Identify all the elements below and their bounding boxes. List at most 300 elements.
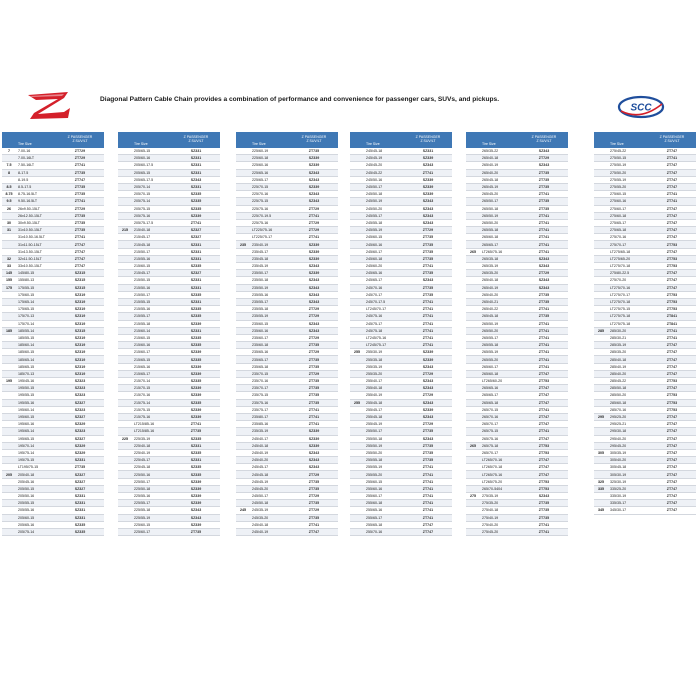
chain-model: SZ343 <box>422 400 434 405</box>
table-row <box>118 184 220 191</box>
tire-size: 235/50-18 <box>252 278 269 283</box>
chain-model: ZT747 <box>666 206 678 211</box>
chain-model: ZT747 <box>666 149 678 154</box>
tire-size: 265/70-16 <box>482 415 499 420</box>
table-row <box>118 450 220 457</box>
tire-size: LT275/65-20 <box>610 256 631 261</box>
tire-size: 245/50-18 <box>252 501 269 506</box>
table-row <box>350 364 452 371</box>
tire-size: 215/50-15 <box>134 278 151 283</box>
table-row <box>594 292 696 299</box>
table-row <box>350 299 452 306</box>
tire-size: 255/45-19 <box>366 422 383 427</box>
table-row <box>236 328 338 335</box>
chain-model: ZT741 <box>422 314 434 319</box>
table-row <box>236 522 338 529</box>
chain-model: SZ335 <box>190 343 202 348</box>
size-group: 8.75 <box>5 192 13 197</box>
chain-model: ZT747 <box>74 242 86 247</box>
chain-model: ZT747 <box>666 364 678 369</box>
table-row <box>118 428 220 435</box>
tire-size: 255/35-18 <box>366 357 383 362</box>
tire-size: 235/40-19 <box>252 242 269 247</box>
tire-size: 245/45-18 <box>366 149 383 154</box>
chain-model: ZT735 <box>538 199 550 204</box>
tire-size: 7.00-16LT <box>18 156 35 161</box>
tire-size: 225/70-19.5 <box>252 213 272 218</box>
tire-size: 265/40-19 <box>482 163 499 168</box>
headline: Diagonal Pattern Cable Chain provides a combination of performance and convenience for passenger cars, SUVs, and pickups. <box>100 96 500 103</box>
tire-size: 205/75-17.5 <box>134 220 154 225</box>
table-row <box>118 529 220 536</box>
tire-size: 215/50-16 <box>134 285 151 290</box>
chain-model: ZT747 <box>538 465 550 470</box>
tire-size: 195/45-16 <box>18 379 35 384</box>
chain-model: ZT747 <box>538 436 550 441</box>
tire-size: LT275/75-18 <box>610 314 631 319</box>
size-group: 9.5 <box>6 199 12 204</box>
chain-model: SZ339 <box>190 479 202 484</box>
chain-model: SZ327 <box>74 472 86 477</box>
table-row <box>2 371 104 378</box>
chain-model: ZT747 <box>74 249 86 254</box>
table-row <box>2 292 104 299</box>
table-row <box>594 371 696 378</box>
chain-model: ZT747 <box>538 472 550 477</box>
chain-model: ZT741 <box>538 220 550 225</box>
table-row <box>466 155 568 162</box>
chain-model: ZT741 <box>538 522 550 527</box>
chain-model: SZ343 <box>422 364 434 369</box>
chain-model: ZT753 <box>538 379 550 384</box>
chain-model: SZ343 <box>308 177 320 182</box>
chain-model: ZT747 <box>538 415 550 420</box>
size-group: 215 <box>122 228 128 233</box>
tire-size: 285/35-20 <box>610 350 627 355</box>
tire-size: LT275/75-15 <box>610 307 631 312</box>
table-row <box>350 385 452 392</box>
tire-size: 245/35-20 <box>252 515 269 520</box>
table-row <box>594 220 696 227</box>
table-row <box>466 191 568 198</box>
table-row <box>2 170 104 177</box>
table-row <box>594 184 696 191</box>
size-group: 33 <box>7 264 11 269</box>
chain-model: SZ335 <box>190 206 202 211</box>
table-row <box>2 306 104 313</box>
chain-model: ZT741 <box>422 321 434 326</box>
chain-model: ZT741 <box>538 192 550 197</box>
table-row <box>118 400 220 407</box>
tire-size: 265/60-18 <box>482 235 499 240</box>
chain-model: SZ331 <box>190 249 202 254</box>
table-row <box>2 206 104 213</box>
tire-size: 255/35-19 <box>366 364 383 369</box>
chain-model: SZ319 <box>74 364 86 369</box>
table-row <box>2 285 104 292</box>
table-row <box>2 464 104 471</box>
chain-model: ZT741 <box>666 199 678 204</box>
table-row <box>594 213 696 220</box>
tire-size: 265/55-18 <box>482 343 499 348</box>
size-group: 205 <box>6 472 12 477</box>
chain-model: ZT729 <box>538 156 550 161</box>
chain-model: ZT747 <box>666 386 678 391</box>
tire-size: 265/40-21 <box>482 300 499 305</box>
tire-size: 245/45-20 <box>252 486 269 491</box>
chain-model: ZT747 <box>666 486 678 491</box>
tire-size: 255/55-20 <box>366 472 383 477</box>
table-row <box>350 191 452 198</box>
chain-model: SZ339 <box>190 350 202 355</box>
tire-size: 215/50-17 <box>134 249 151 254</box>
chain-model: ZT741 <box>538 364 550 369</box>
table-row <box>2 443 104 450</box>
table-row <box>594 328 696 335</box>
header-chain: Z PASSENGER Z SUV/LT <box>301 135 327 143</box>
tire-size: 225/50-18 <box>134 486 151 491</box>
table-row <box>466 464 568 471</box>
table-row <box>236 479 338 486</box>
size-group: 335 <box>598 486 604 491</box>
chain-model: ZT735 <box>538 185 550 190</box>
table-row <box>236 400 338 407</box>
chain-model: ZT741 <box>538 350 550 355</box>
table-row <box>594 277 696 284</box>
chain-model: SZ315 <box>74 328 86 333</box>
tire-size: 215/55-15 <box>134 300 151 305</box>
tire-size: 275/60-15 <box>610 192 627 197</box>
chain-model: SZ339 <box>422 185 434 190</box>
table-row <box>466 522 568 529</box>
table-row <box>2 299 104 306</box>
tire-size: 235/80-17 <box>252 415 269 420</box>
table-row <box>594 421 696 428</box>
tire-size: 215/75-16 <box>134 415 151 420</box>
chain-model: ZT741 <box>422 486 434 491</box>
chain-model: ZT747 <box>666 228 678 233</box>
chain-model: ZT741 <box>308 422 320 427</box>
table-row <box>350 515 452 522</box>
chain-model: ZT747 <box>666 501 678 506</box>
chain-model: SZ335 <box>190 314 202 319</box>
tire-size: 195/55-16 <box>18 400 35 405</box>
table-row <box>350 392 452 399</box>
tire-size: 275/50-19 <box>610 163 627 168</box>
chain-model: SZ343 <box>422 213 434 218</box>
chain-model: ZT747 <box>666 185 678 190</box>
tire-size: 235/55-16 <box>252 292 269 297</box>
tire-size: 205/55-15 <box>18 501 35 506</box>
chain-model: ZT735 <box>308 357 320 362</box>
tire-size: 235/65-18 <box>252 364 269 369</box>
tire-size: 225/45-18 <box>134 465 151 470</box>
chain-model: SZ335 <box>190 400 202 405</box>
tire-size: 31x13.50-15LT <box>18 249 42 254</box>
chain-model: SZ339 <box>422 192 434 197</box>
chain-model: SZ335 <box>190 335 202 340</box>
table-row <box>594 414 696 421</box>
tire-size: 205/60-15 <box>18 515 35 520</box>
table-row <box>118 306 220 313</box>
tire-size: 275/50-20 <box>610 170 627 175</box>
tire-size: 215/50-17 <box>134 292 151 297</box>
chain-model: SZ343 <box>422 379 434 384</box>
tire-size: 205/65-16 <box>18 522 35 527</box>
table-row <box>594 400 696 407</box>
tire-size: 245/60-20 <box>366 264 383 269</box>
table-row <box>594 177 696 184</box>
chain-model: SZ319 <box>74 321 86 326</box>
table-row <box>466 206 568 213</box>
table-row <box>350 170 452 177</box>
chain-model: ZT735 <box>74 465 86 470</box>
chain-model: ZT729 <box>308 508 320 513</box>
table-row <box>466 299 568 306</box>
chain-model: ZT747 <box>308 530 320 535</box>
tire-size: 295/25-21 <box>610 422 627 427</box>
chain-model: ZT747 <box>666 177 678 182</box>
table-row <box>350 471 452 478</box>
table-row <box>350 313 452 320</box>
chain-model: ZT741 <box>422 479 434 484</box>
chain-model: ZT735 <box>308 393 320 398</box>
chain-model: ZT747 <box>74 264 86 269</box>
table-row <box>118 213 220 220</box>
table-row <box>2 457 104 464</box>
chain-model: ZT735 <box>308 515 320 520</box>
table-row <box>2 471 104 478</box>
table-header <box>236 132 338 148</box>
table-row <box>2 479 104 486</box>
chain-model: SZ335 <box>74 530 86 535</box>
table-row <box>350 306 452 313</box>
table-row <box>594 155 696 162</box>
tire-size: 255/65-16 <box>366 508 383 513</box>
table-row <box>236 162 338 169</box>
chain-model: ZT747 <box>666 170 678 175</box>
table-header <box>350 132 452 148</box>
chain-model: ZT747 <box>538 458 550 463</box>
table-row <box>236 335 338 342</box>
table-row <box>118 500 220 507</box>
chain-model: ZT735 <box>538 300 550 305</box>
chain-model: SZ343 <box>422 163 434 168</box>
chain-model: SZ339 <box>308 242 320 247</box>
chain-model: ZT741 <box>308 213 320 218</box>
table-row <box>350 342 452 349</box>
table-row <box>118 385 220 392</box>
chain-model: ZT747 <box>666 220 678 225</box>
tire-size: 215/60-14 <box>134 328 151 333</box>
tire-size: 275/55-19 <box>610 177 627 182</box>
tire-size: 305/40-20 <box>610 458 627 463</box>
table-row <box>350 529 452 536</box>
tire-size: 225/75-16 <box>252 220 269 225</box>
size-group: 30 <box>7 220 11 225</box>
scc-logo <box>616 95 666 119</box>
table-row <box>350 234 452 241</box>
tire-size: 33x10.50-15LT <box>18 264 42 269</box>
tire-size: 265/35-20 <box>482 271 499 276</box>
chain-model: ZT741 <box>422 170 434 175</box>
tire-size: LT245/75-16 <box>366 335 387 340</box>
table-row <box>236 500 338 507</box>
tire-size: 215/70-16 <box>134 393 151 398</box>
table-row <box>594 256 696 263</box>
tire-size: 245/45-18 <box>252 472 269 477</box>
table-row <box>350 457 452 464</box>
chain-model: SZ331 <box>74 458 86 463</box>
table-row <box>594 313 696 320</box>
tire-size: 215/55-16 <box>134 307 151 312</box>
tire-size: 215/60-15 <box>134 335 151 340</box>
chain-model: SZ319 <box>74 343 86 348</box>
chain-model: ZT741 <box>308 522 320 527</box>
chain-model: SZ331 <box>190 256 202 261</box>
table-row <box>466 529 568 536</box>
table-row <box>350 241 452 248</box>
table-row <box>118 349 220 356</box>
chain-model: SZ327 <box>74 400 86 405</box>
chain-model: SZ315 <box>74 285 86 290</box>
tire-size: 235/75-16 <box>252 400 269 405</box>
chain-model: ZT747 <box>666 508 678 513</box>
table-row <box>118 522 220 529</box>
chain-model: ZT747 <box>666 458 678 463</box>
table-row <box>466 479 568 486</box>
chain-model: SZ343 <box>422 386 434 391</box>
tire-size: 175/70-14 <box>18 321 35 326</box>
chain-model: ZT747 <box>538 371 550 376</box>
tire-size: 245/45-22 <box>366 170 383 175</box>
tire-size: 225/50-16 <box>134 472 151 477</box>
tire-size: 8.75-16.5LT <box>18 192 38 197</box>
chain-model: ZT735 <box>308 379 320 384</box>
table-row <box>2 493 104 500</box>
chain-model: ZT735 <box>74 192 86 197</box>
tire-size: 205/75-14 <box>134 199 151 204</box>
table-row <box>118 220 220 227</box>
table-row <box>236 206 338 213</box>
chain-model: SZ343 <box>190 177 202 182</box>
tire-size: 265/40-18 <box>482 156 499 161</box>
table-row <box>236 155 338 162</box>
table-row <box>350 428 452 435</box>
tire-size: 295/30-18 <box>610 429 627 434</box>
chain-model: ZT735 <box>538 170 550 175</box>
table-row <box>118 285 220 292</box>
tire-size: 265/65-16 <box>482 386 499 391</box>
size-group: 265 <box>470 249 476 254</box>
chain-model: SZ343 <box>538 149 550 154</box>
table-row <box>236 436 338 443</box>
table-row <box>2 234 104 241</box>
chain-model: SZ323 <box>74 407 86 412</box>
table-row <box>350 285 452 292</box>
chain-model: ZT735 <box>538 501 550 506</box>
chain-model: ZT741 <box>538 249 550 254</box>
chain-model: ZT741 <box>538 343 550 348</box>
table-row <box>594 407 696 414</box>
tire-size: 265/40-19 <box>482 285 499 290</box>
table-header <box>118 132 220 148</box>
table-row <box>118 263 220 270</box>
chain-model: SZ339 <box>190 213 202 218</box>
tire-size: 245/55-18 <box>366 220 383 225</box>
chain-model: ZT841 <box>666 314 678 319</box>
size-group: 32 <box>7 256 11 261</box>
table-row <box>594 263 696 270</box>
table-row <box>594 285 696 292</box>
chain-model: ZT735 <box>538 177 550 182</box>
table-row <box>350 349 452 356</box>
table-row <box>236 342 338 349</box>
table-row <box>236 378 338 385</box>
tire-size: 245/50-18 <box>366 192 383 197</box>
chain-model: ZT735 <box>538 314 550 319</box>
tire-size: LT245/70-17 <box>366 307 387 312</box>
tire-size: 215/60-17 <box>134 350 151 355</box>
table-row <box>594 170 696 177</box>
table-row <box>466 263 568 270</box>
tire-size: 255/60-16 <box>366 486 383 491</box>
chain-model: SZ343 <box>308 192 320 197</box>
chain-model: ZT753 <box>538 450 550 455</box>
tire-size: 195/70-14 <box>18 443 35 448</box>
chain-model: SZ343 <box>538 163 550 168</box>
table-row <box>2 507 104 514</box>
table-row <box>236 234 338 241</box>
chain-model: ZT741 <box>74 199 86 204</box>
table-row <box>236 421 338 428</box>
chain-model: SZ331 <box>422 149 434 154</box>
table-row <box>236 364 338 371</box>
tire-size: 245/50-16 <box>366 177 383 182</box>
table-row <box>236 407 338 414</box>
table-row <box>118 328 220 335</box>
tire-size: 265/50-20 <box>482 220 499 225</box>
tire-size: 195/65-15 <box>18 436 35 441</box>
chain-model: ZT747 <box>666 472 678 477</box>
table-row <box>466 198 568 205</box>
tire-size: 235/75-15 <box>252 393 269 398</box>
tire-size: 225/65-16 <box>252 170 269 175</box>
table-column <box>236 132 338 536</box>
table-row <box>594 206 696 213</box>
chain-model: ZT747 <box>666 343 678 348</box>
table-row <box>118 392 220 399</box>
chain-model: SZ319 <box>74 314 86 319</box>
table-row <box>466 162 568 169</box>
chain-model: SZ343 <box>538 264 550 269</box>
tire-size: LT225/75-17 <box>252 235 273 240</box>
tire-size: 205/60-16 <box>134 156 151 161</box>
tire-size: 215/55-17 <box>134 314 151 319</box>
tire-size: 285/30-21 <box>610 335 627 340</box>
chain-model: SZ339 <box>190 486 202 491</box>
table-row <box>2 515 104 522</box>
tire-size: 265/70-15 <box>482 407 499 412</box>
chain-model: ZT735 <box>308 479 320 484</box>
chain-model: SZ339 <box>190 501 202 506</box>
table-row <box>118 464 220 471</box>
table-row <box>118 241 220 248</box>
table-row <box>350 148 452 155</box>
chain-model: SZ331 <box>190 285 202 290</box>
size-group: 225 <box>122 436 128 441</box>
chain-model: ZT735 <box>190 429 202 434</box>
